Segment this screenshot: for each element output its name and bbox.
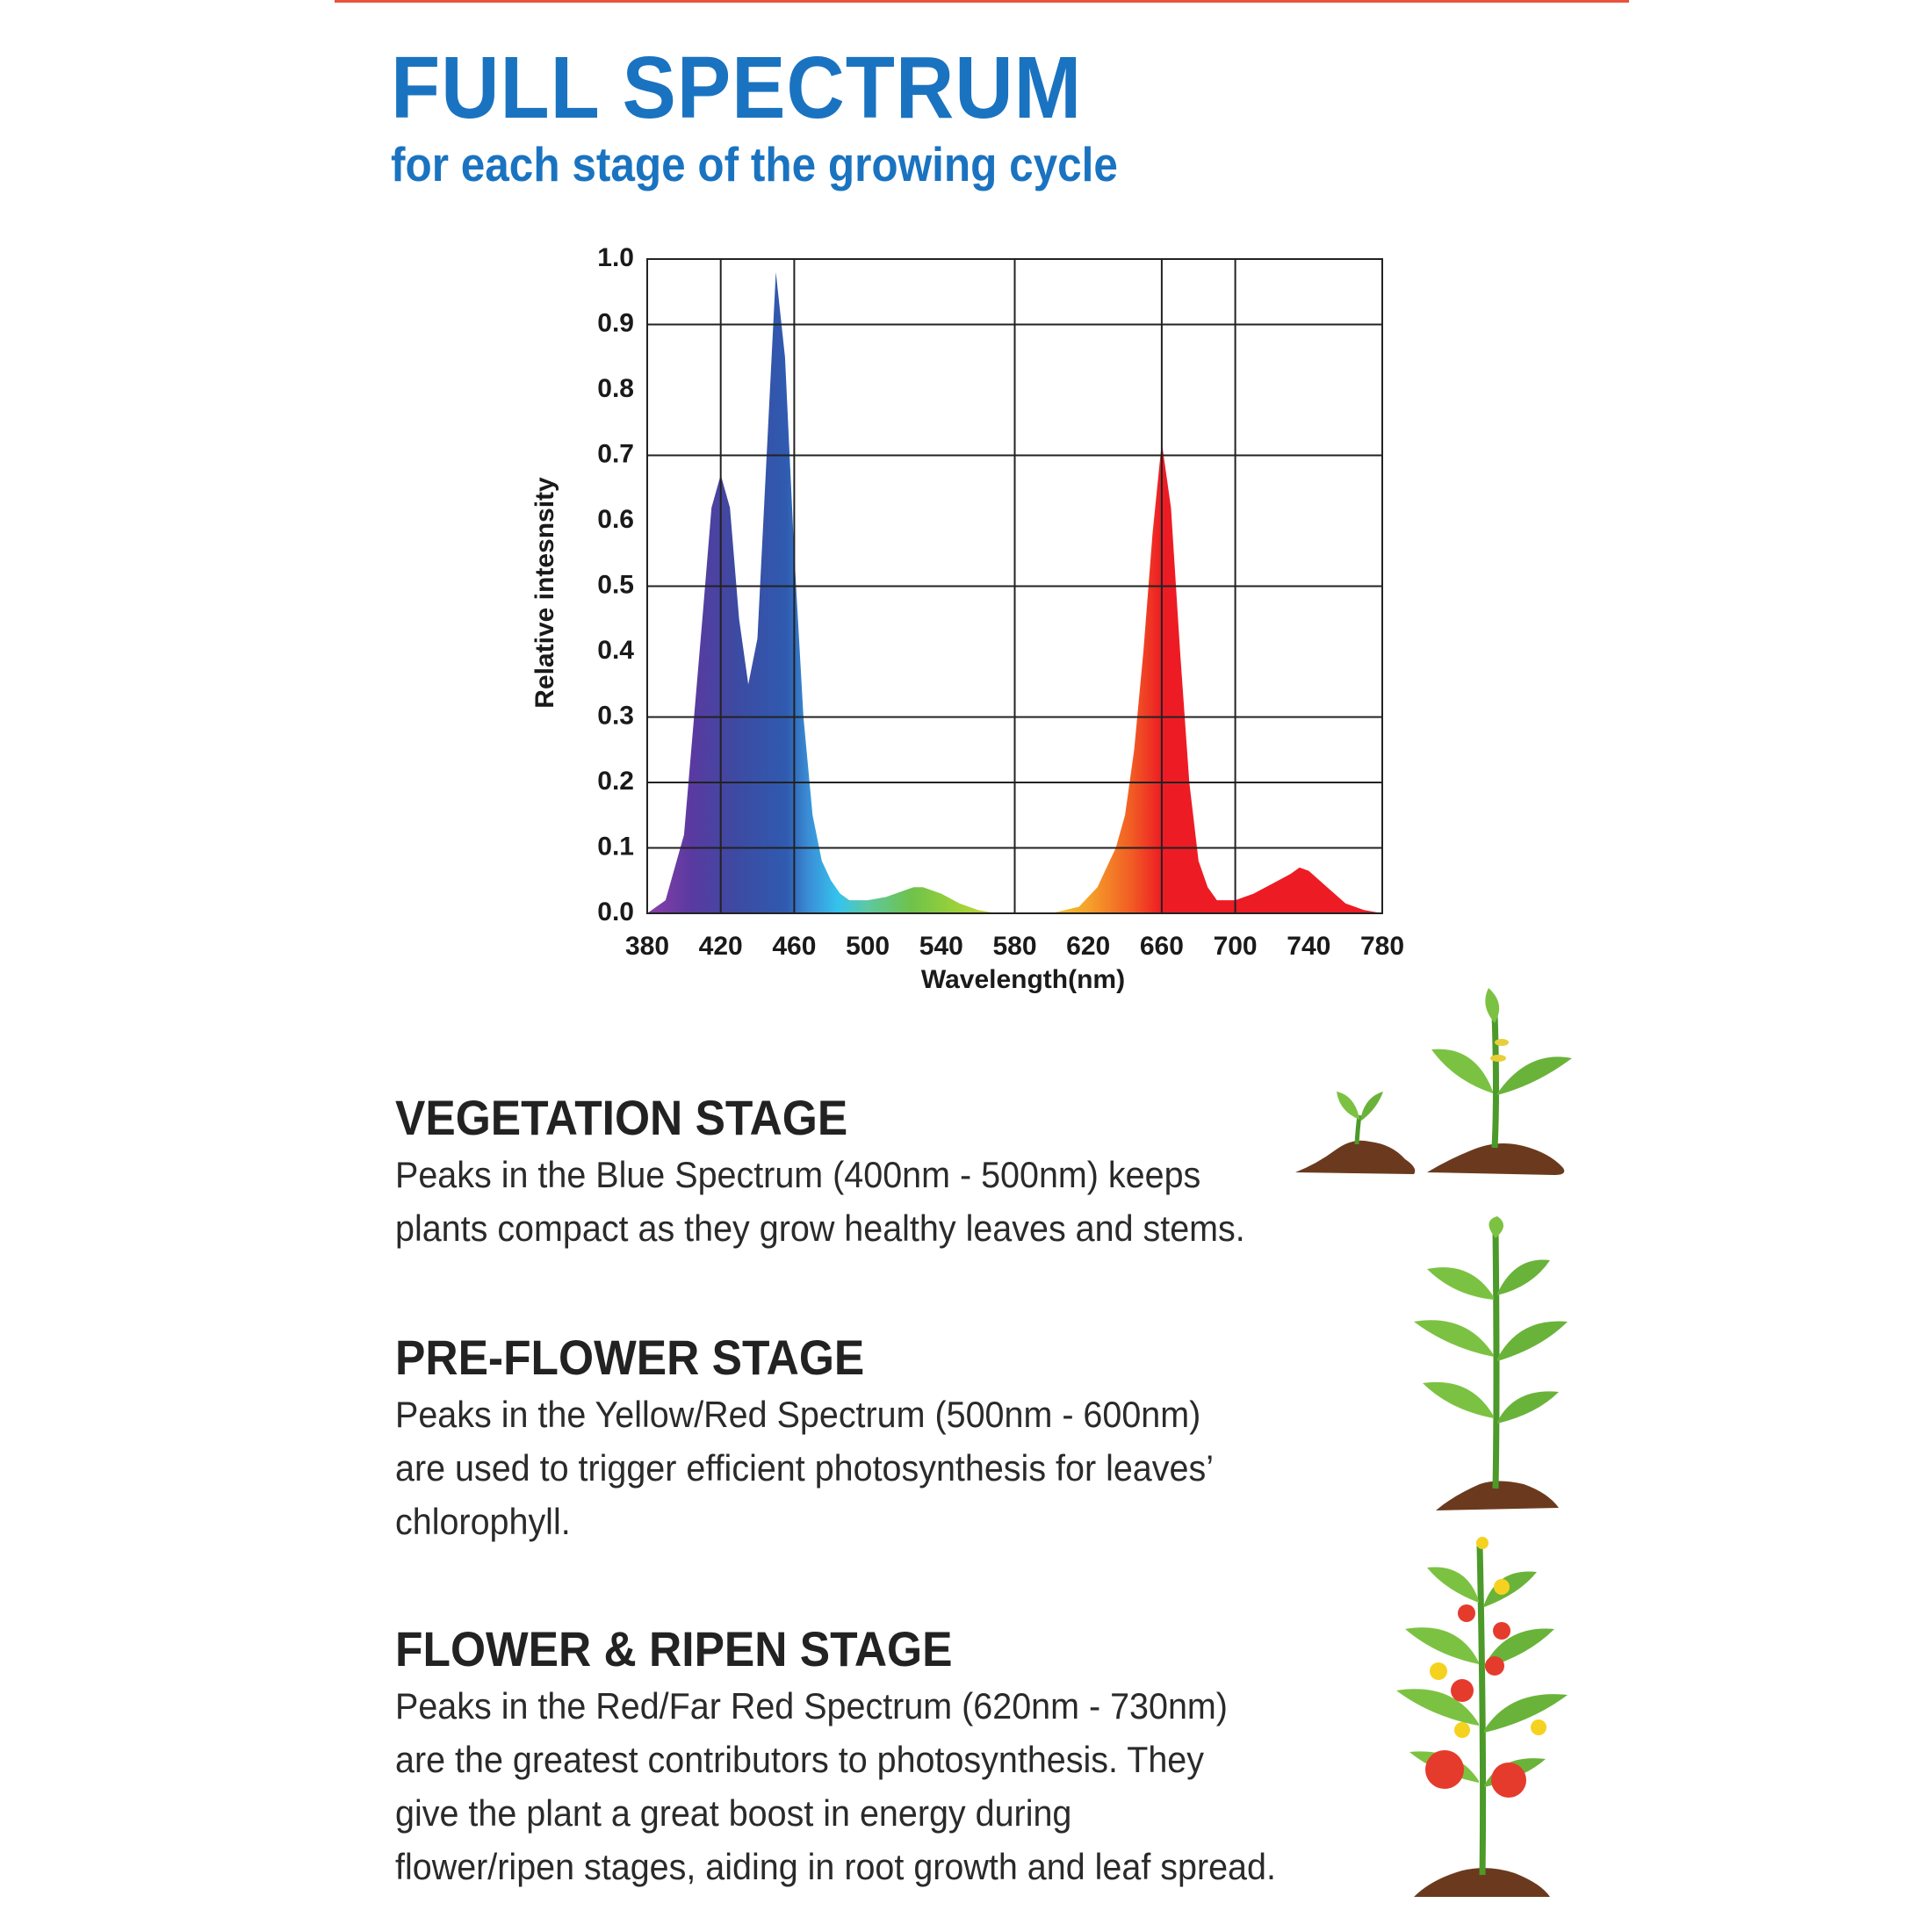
- x-tick-label: 780: [1359, 932, 1405, 961]
- x-tick-label: 700: [1213, 932, 1258, 961]
- y-tick-label: 0.1: [597, 832, 634, 861]
- y-tick-label: 0.6: [597, 505, 634, 534]
- y-axis-label: Relative intesnsity: [530, 477, 559, 709]
- y-tick-label: 0.5: [597, 570, 634, 600]
- x-tick-label: 740: [1287, 932, 1331, 961]
- x-tick-label: 540: [919, 932, 963, 961]
- pre-flower-stage-title: PRE-FLOWER STAGE: [395, 1330, 865, 1385]
- seedling-and-sprout-illustration: [1291, 988, 1581, 1181]
- y-tick-label: 0.8: [597, 374, 634, 403]
- y-tick-label: 0.4: [597, 636, 634, 665]
- x-tick-label: 580: [992, 932, 1037, 961]
- x-axis-label: Wavelength(nm): [920, 965, 1126, 994]
- pre-flower-stage-description: Peaks in the Yellow/Red Spectrum (500nm - 600nm) are used to trigger efficient photosynthesis for leaves’ chlorophyll.: [395, 1394, 1214, 1542]
- y-tick-label: 0.3: [597, 701, 634, 731]
- y-tick-labels: [597, 243, 634, 926]
- top-accent-rule: [335, 0, 1629, 3]
- pre-flower-plant-illustration: [1401, 1216, 1576, 1515]
- x-tick-labels: [625, 932, 1404, 961]
- y-tick-label: 0.7: [597, 439, 634, 469]
- y-tick-label: 0.0: [597, 898, 634, 926]
- x-tick-label: 380: [624, 932, 670, 961]
- x-tick-label: 460: [772, 932, 817, 961]
- vegetation-stage-title: VEGETATION STAGE: [395, 1090, 848, 1145]
- spectrum-area-blue: [647, 272, 1015, 913]
- flowering-tomato-plant-illustration: [1379, 1532, 1585, 1901]
- vegetation-stage-description: Peaks in the Blue Spectrum (400nm - 500nm) keeps plants compact as they grow healthy leaves and stems.: [395, 1154, 1245, 1249]
- page-title: FULL SPECTRUM: [391, 39, 1083, 137]
- page-subtitle: for each stage of the growing cycle: [391, 137, 1118, 191]
- x-tick-label: 500: [846, 932, 890, 961]
- x-tick-label: 620: [1066, 932, 1111, 961]
- y-tick-label: 0.2: [597, 767, 634, 796]
- x-tick-label: 420: [698, 932, 743, 961]
- flower-ripen-stage-description: Peaks in the Red/Far Red Spectrum (620nm - 730nm) are the greatest contributors to photosynthesis. They give the plant a great boost in energy during flower/ripen stages, aiding in root growth and leaf spread.: [395, 1685, 1276, 1887]
- x-tick-label: 660: [1139, 932, 1184, 961]
- y-tick-label: 0.9: [597, 308, 634, 338]
- flower-ripen-stage-title: FLOWER & RIPEN STAGE: [395, 1621, 953, 1676]
- spectrum-area-red: [1015, 443, 1383, 913]
- spectrum-chart: [509, 237, 1423, 1001]
- y-tick-label: 1.0: [597, 243, 634, 272]
